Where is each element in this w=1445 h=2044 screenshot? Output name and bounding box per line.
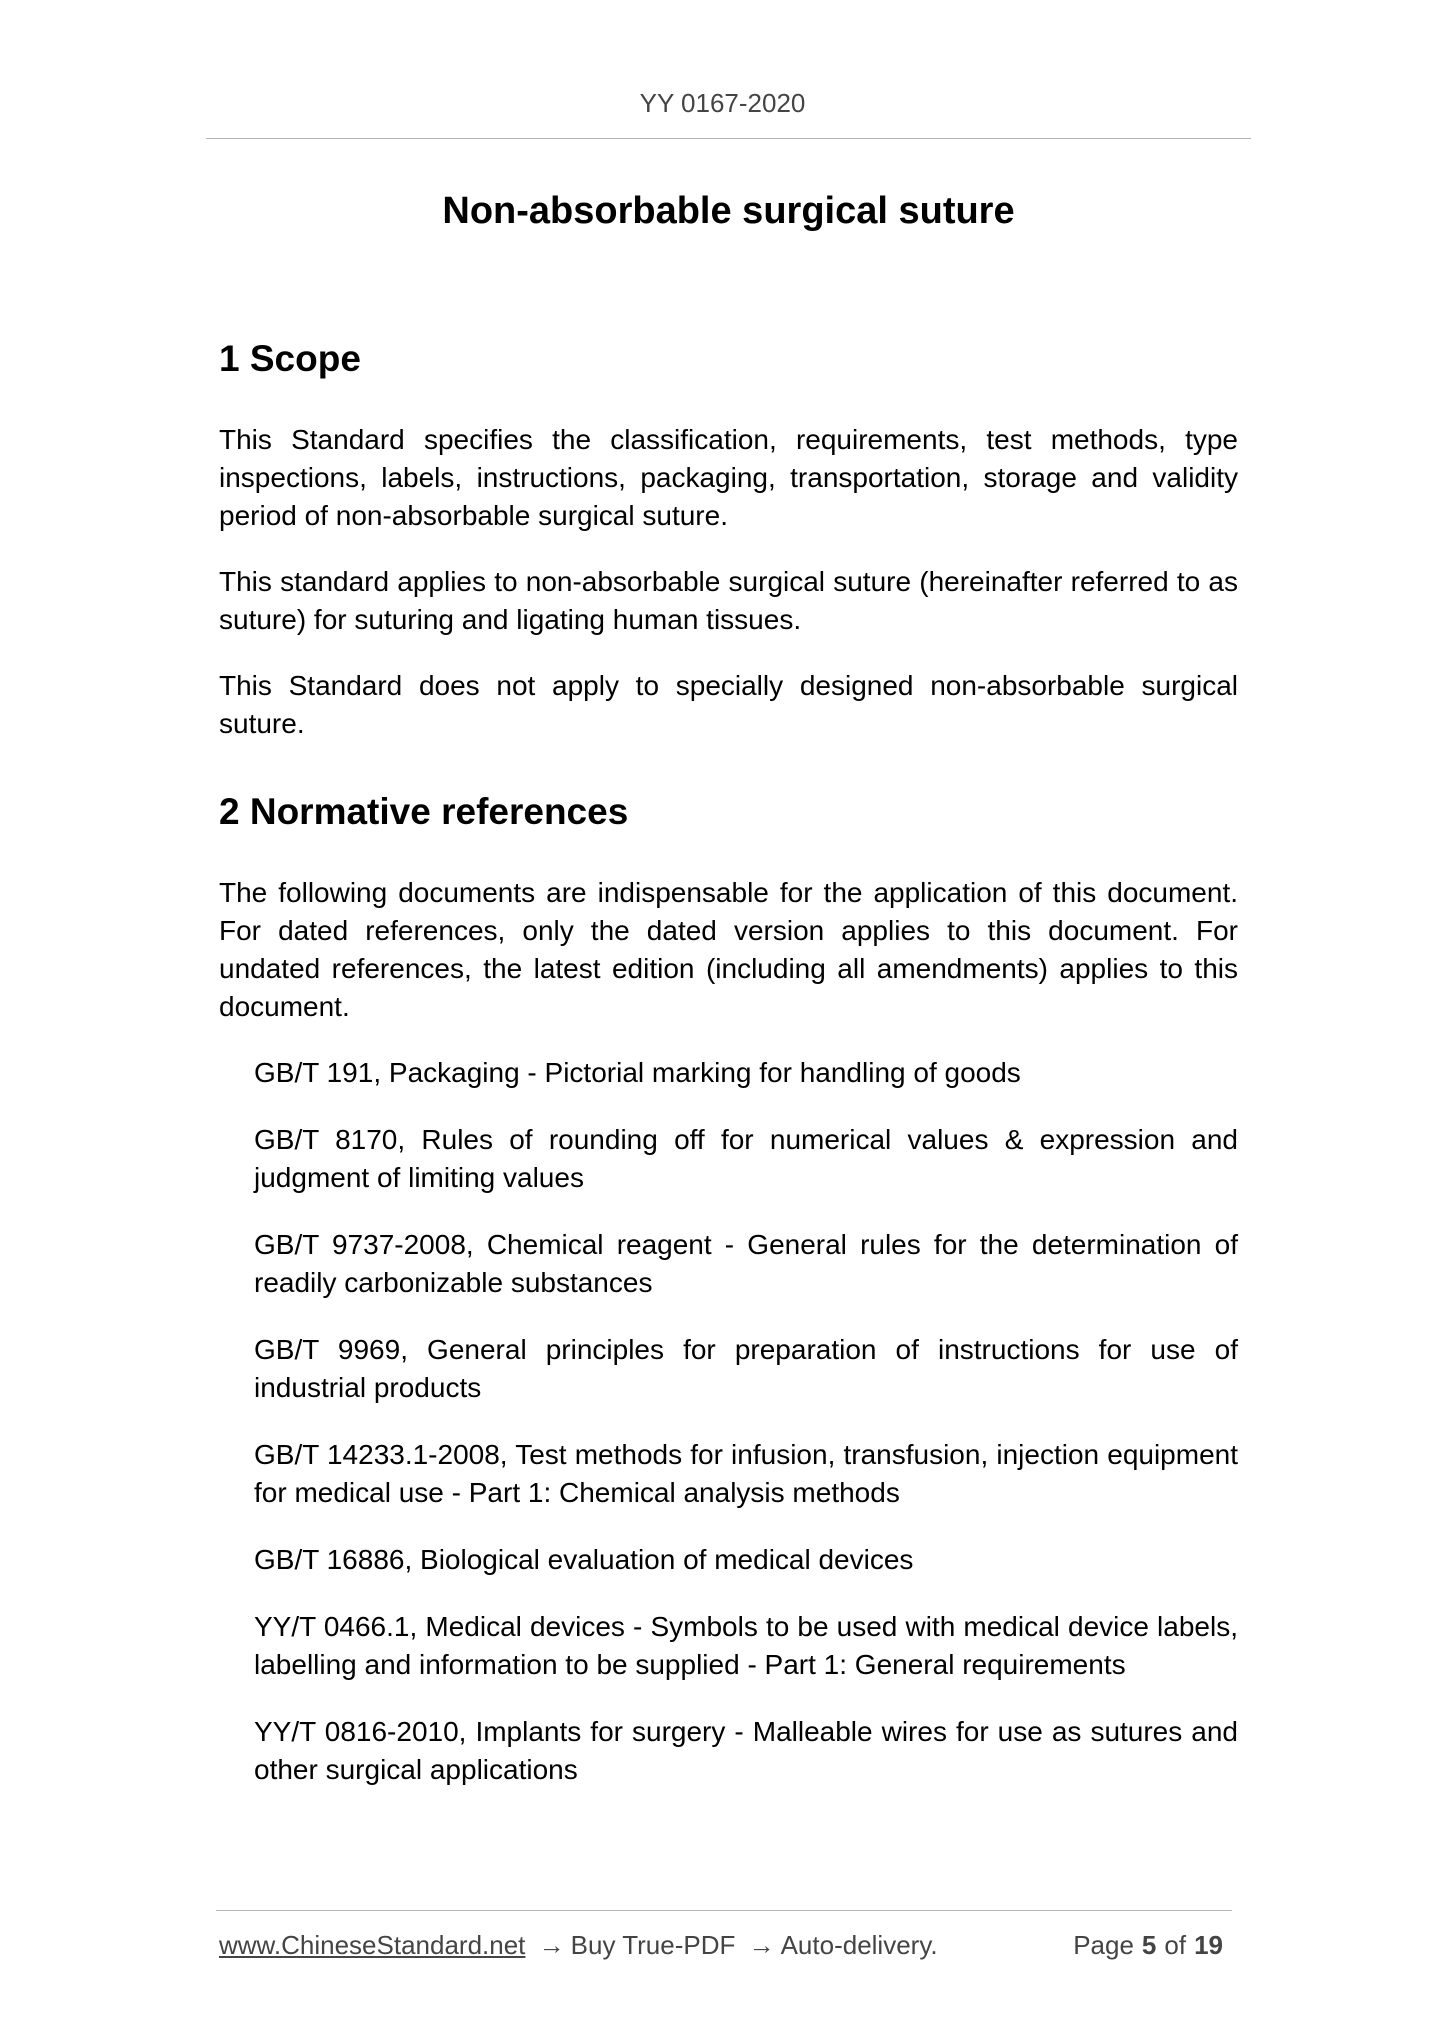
- website-link[interactable]: www.ChineseStandard.net: [219, 1930, 526, 1960]
- section-heading-scope: 1 Scope: [219, 338, 361, 379]
- document-code-header: YY 0167-2020: [639, 88, 806, 118]
- arrow-icon: →: [748, 1930, 775, 1960]
- section-heading-normative-references: 2 Normative references: [219, 791, 629, 832]
- reference-item: GB/T 14233.1-2008, Test methods for infusion, transfusion, injection equipment for medical use - Part 1: Chemical analysis methods: [254, 1439, 1238, 1508]
- reference-list: [219, 1054, 1238, 1789]
- reference-item: GB/T 8170, Rules of rounding off for numerical values & expression and judgment of limiting values: [254, 1124, 1238, 1193]
- reference-item: GB/T 191, Packaging - Pictorial marking for handling of goods: [254, 1057, 1021, 1088]
- references-intro: The following documents are indispensable for the application of this document. For dated references, only the dated version applies to this document. For undated references, the latest edition (including all amendments) applies to this document.: [219, 877, 1238, 1022]
- footer-divider: [216, 1910, 1232, 1911]
- page-label: Page: [1073, 1930, 1134, 1960]
- document-title: Non-absorbable surgical suture: [442, 190, 1015, 232]
- scope-paragraph: This Standard specifies the classification, requirements, test methods, type inspections, labels, instructions, packaging, transportation, storage and validity period of non-absorbable surgical suture.: [219, 424, 1238, 531]
- of-label: of: [1164, 1930, 1187, 1960]
- reference-item: GB/T 9737-2008, Chemical reagent - General rules for the determination of readily carbonizable substances: [254, 1229, 1238, 1298]
- page-content: [219, 186, 1238, 1818]
- header-divider: [206, 138, 1251, 139]
- current-page-number: 5: [1141, 1930, 1157, 1960]
- auto-delivery-text: Auto-delivery.: [780, 1930, 938, 1960]
- scope-paragraph: This standard applies to non-absorbable surgical suture (hereinafter referred to as suture) for suturing and ligating human tissues.: [219, 566, 1238, 635]
- reference-item: GB/T 16886, Biological evaluation of medical devices: [254, 1544, 914, 1575]
- reference-item: GB/T 9969, General principles for preparation of instructions for use of industrial products: [254, 1334, 1238, 1403]
- reference-item: YY/T 0816-2010, Implants for surgery - Malleable wires for use as sutures and other surgical applications: [254, 1716, 1238, 1785]
- buy-true-pdf-text: Buy True-PDF: [570, 1930, 736, 1960]
- scope-paragraph: This Standard does not apply to specially designed non-absorbable surgical suture.: [219, 670, 1238, 739]
- page-footer: [219, 1927, 1231, 1963]
- page-indicator: [1073, 1927, 1231, 1963]
- reference-item: YY/T 0466.1, Medical devices - Symbols to be used with medical device labels, labelling and information to be supplied - Part 1: General requirements: [254, 1611, 1238, 1680]
- total-pages-number: 19: [1194, 1930, 1223, 1960]
- arrow-icon: →: [538, 1930, 565, 1960]
